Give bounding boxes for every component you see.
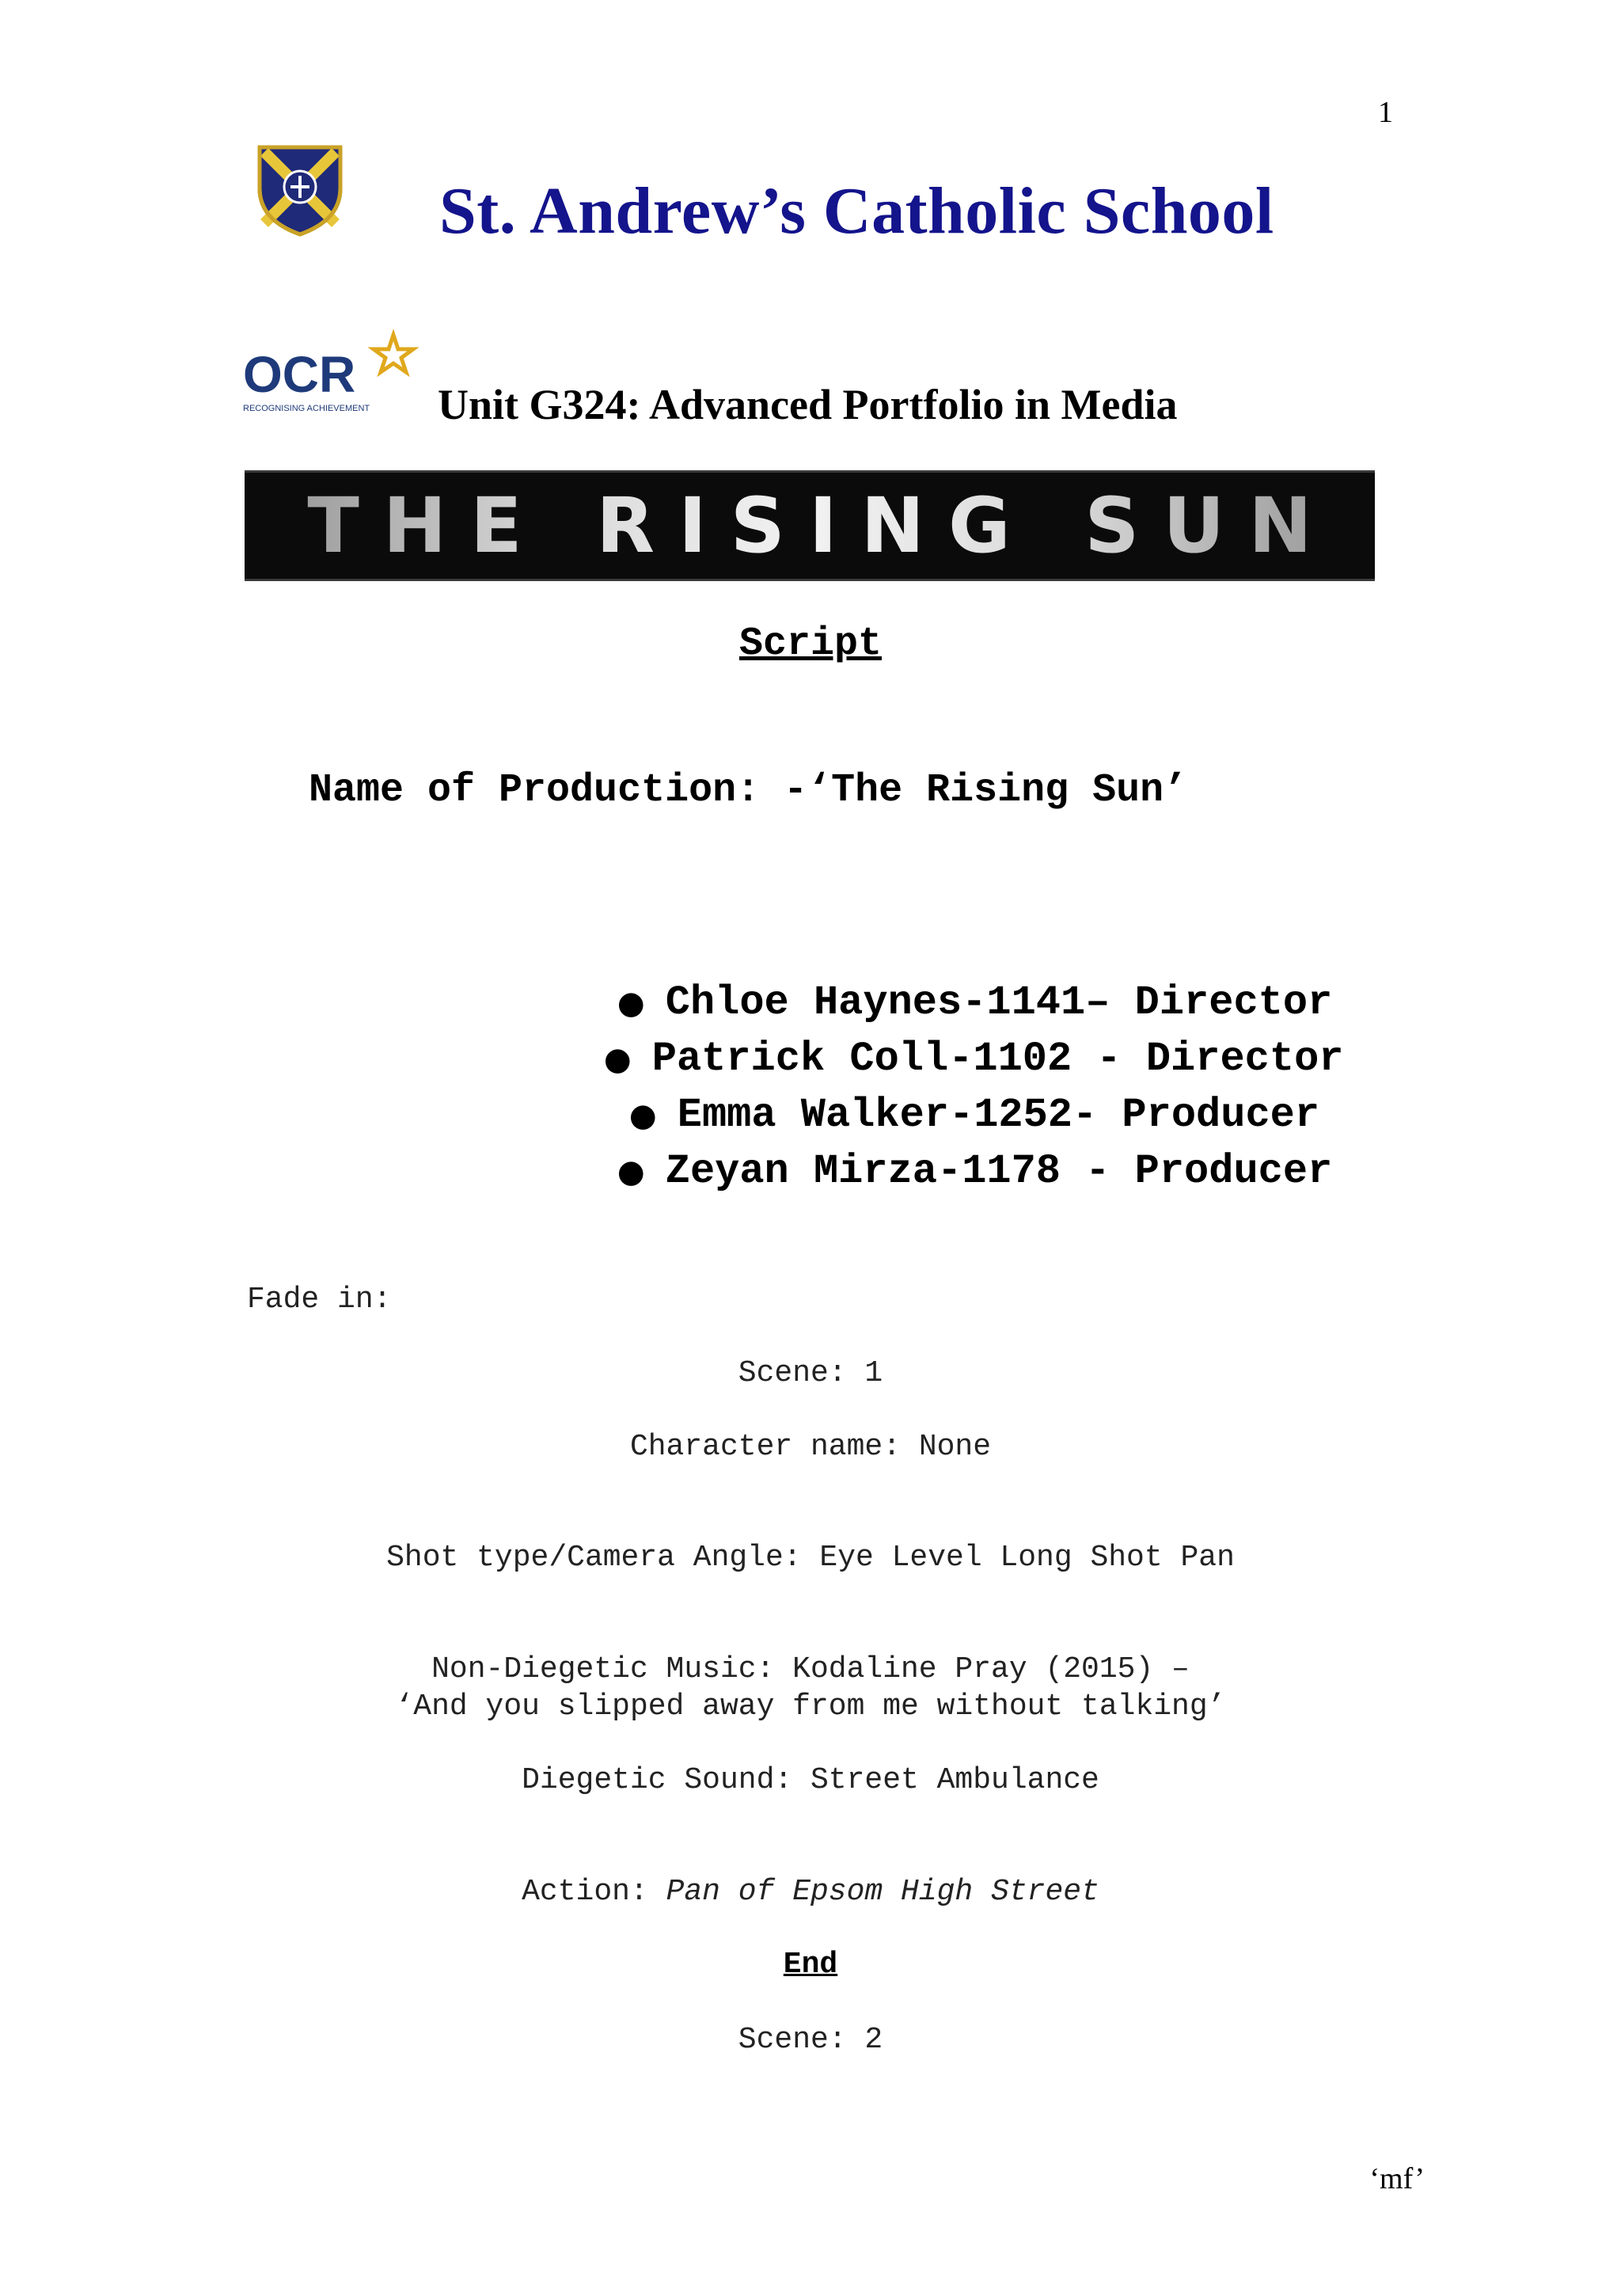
crew-item: ● Zeyan Mirza-1178 - Producer [617,1148,1333,1195]
diegetic-sound: Diegetic Sound: Street Ambulance [522,1763,1099,1797]
script-heading: Script [738,622,883,667]
bullet-icon: ● [617,1154,645,1190]
bullet-icon: ● [617,985,645,1021]
shot-type: Shot type/Camera Angle: Eye Level Long Shot Pan [386,1541,1235,1575]
crew-item: ● Patrick Coll-1102 - Director [603,1036,1344,1082]
page-number: 1 [1378,96,1393,129]
action-line [0,1875,1621,1909]
action-label: Action: [522,1875,666,1909]
music-lyric: ‘And you slipped away from me without talking’ [395,1690,1226,1724]
crew-item: ● Chloe Haynes-1141– Director [617,979,1333,1026]
fade-in-label: Fade in: [247,1283,392,1317]
scene-2-label: Scene: 2 [738,2023,883,2057]
ocr-logo-letters: OCR [243,346,356,403]
school-title: St. Andrew’s Catholic School [439,174,1274,248]
bullet-icon: ● [603,1041,632,1078]
bullet-icon: ● [628,1097,657,1134]
crew-item: ● Emma Walker-1252- Producer [628,1092,1320,1138]
scene-1-label: Scene: 1 [738,1356,883,1390]
non-diegetic-music: Non-Diegetic Music: Kodaline Pray (2015) – [431,1652,1190,1686]
title-banner [245,470,1375,581]
character-name: Character name: None [629,1430,992,1464]
action-value: Pan of Epsom High Street [666,1875,1099,1909]
ocr-tagline: RECOGNISING ACHIEVEMENT [243,404,370,413]
school-crest-icon [253,141,347,238]
end-label: End [783,1948,838,1982]
production-name: Name of Production: -‘The Rising Sun’ [309,768,1188,813]
footer-initials: ‘mf’ [1369,2162,1425,2195]
ocr-logo [241,329,423,416]
unit-title: Unit G324: Advanced Portfolio in Media [438,381,1178,428]
banner-text: THE RISING SUN [283,481,1335,570]
end-block [0,1948,1621,1982]
